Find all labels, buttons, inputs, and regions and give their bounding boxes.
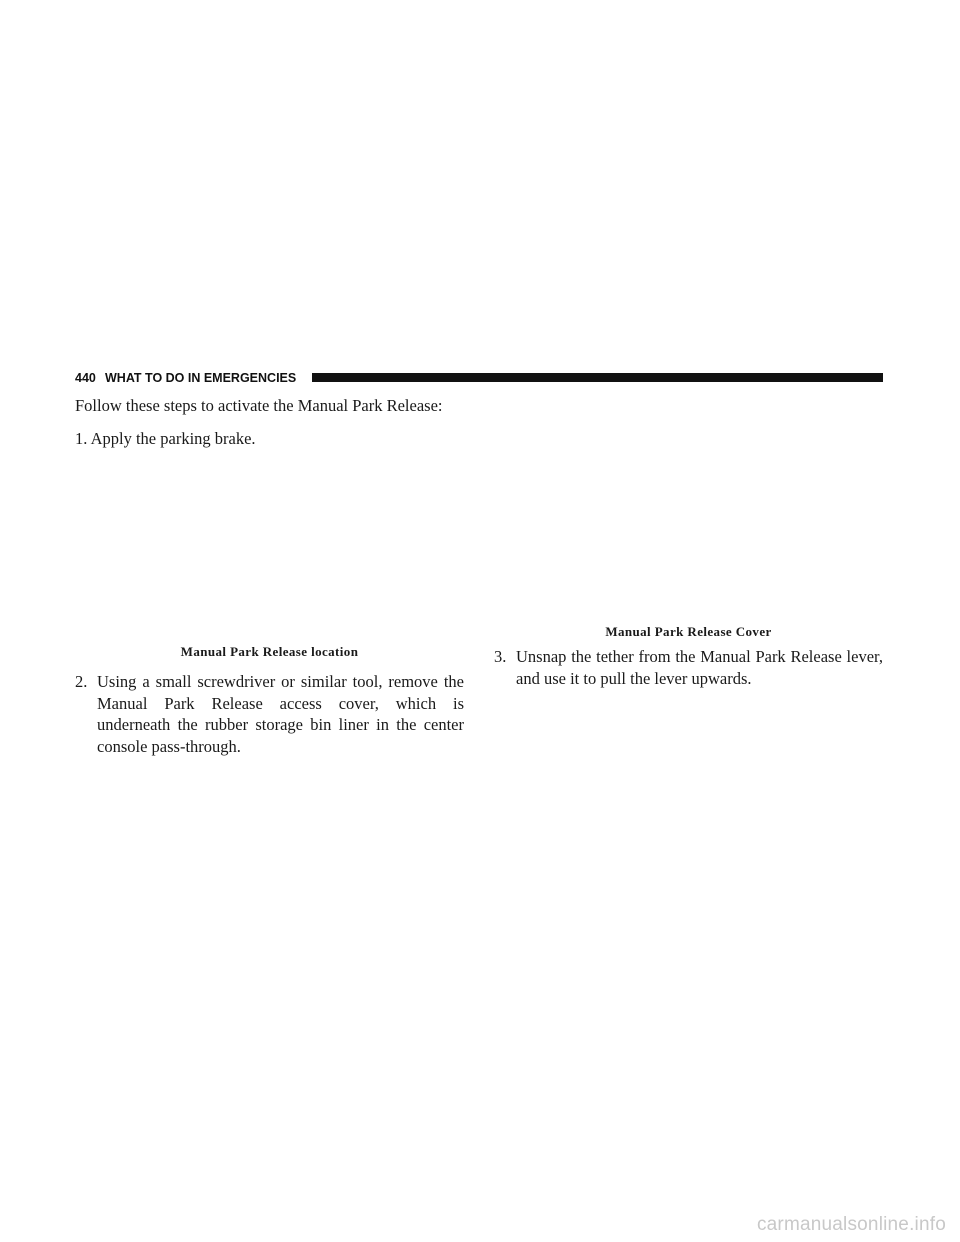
step-2-text: Using a small screwdriver or similar tool, remove the Manual Park Release access cover, which is underneath the rubber storage bin liner in the center console pass-through. — [97, 672, 464, 756]
figure-caption-location: Manual Park Release location — [180, 644, 359, 659]
step-2 — [75, 671, 464, 757]
figure-caption-cover: Manual Park Release Cover — [605, 624, 772, 639]
step-1-number: 1. — [75, 429, 88, 448]
step-1-text: Apply the parking brake. — [90, 429, 256, 448]
page-header — [75, 370, 883, 386]
step-1 — [75, 428, 256, 450]
figure-park-release-location — [75, 455, 464, 640]
page-number: 440 — [75, 371, 96, 385]
intro-text: Follow these steps to activate the Manual Park Release: — [75, 396, 443, 415]
step-3-number: 3. — [494, 647, 507, 666]
step-3-text: Unsnap the tether from the Manual Park Release lever, and use it to pull the lever upwards. — [516, 647, 883, 688]
figure-park-release-cover — [494, 395, 883, 620]
watermark: carmanualsonline.info — [756, 1214, 946, 1235]
step-3 — [494, 646, 883, 689]
section-title: WHAT TO DO IN EMERGENCIES — [105, 371, 297, 385]
header-rule — [312, 373, 883, 382]
step-2-number: 2. — [75, 672, 88, 691]
